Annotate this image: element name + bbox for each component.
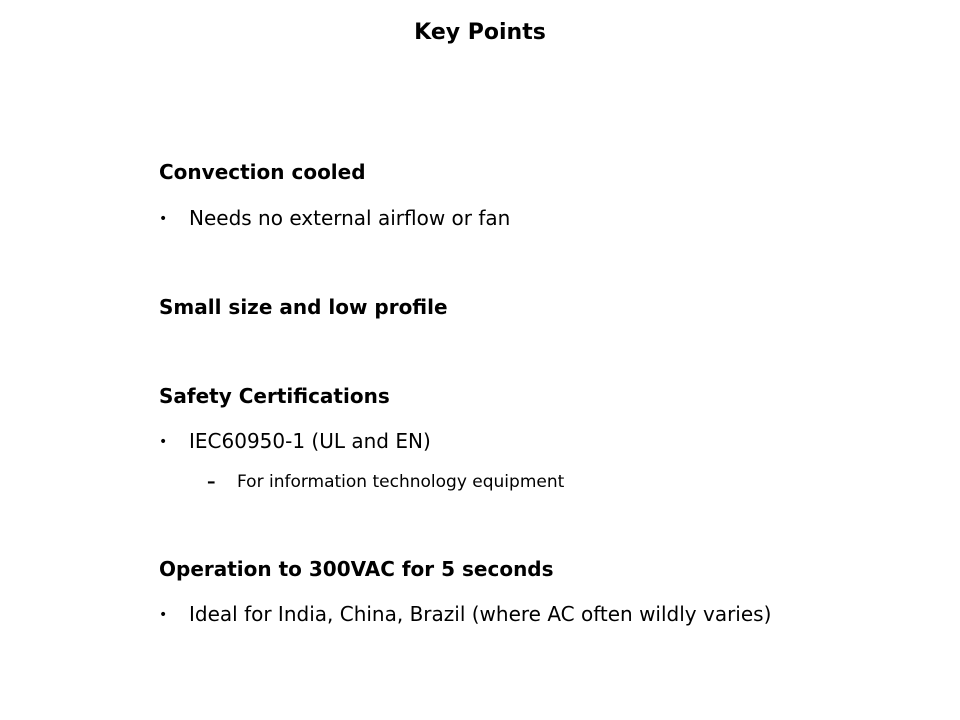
section-heading-operation-300vac: Operation to 300VAC for 5 seconds bbox=[159, 557, 554, 581]
slide-title: Key Points bbox=[414, 20, 546, 45]
bullet-item bbox=[159, 600, 771, 629]
bullet-marker: • bbox=[159, 607, 168, 623]
bullet-marker: • bbox=[159, 211, 168, 227]
section-heading-small-size: Small size and low profile bbox=[159, 295, 448, 319]
section-heading-safety-certifications: Safety Certifications bbox=[159, 384, 390, 408]
sub-bullet-text: For information technology equipment bbox=[237, 472, 565, 492]
bullet-text: IEC60950-1 (UL and EN) bbox=[189, 429, 431, 453]
bullet-item bbox=[159, 427, 431, 456]
bullet-marker: • bbox=[159, 434, 168, 450]
bullet-text: Ideal for India, China, Brazil (where AC often wildly varies) bbox=[189, 602, 772, 626]
sub-bullet-item bbox=[207, 470, 564, 494]
bullet-text: Needs no external airflow or fan bbox=[189, 206, 511, 230]
bullet-item bbox=[159, 204, 510, 233]
dash-marker: – bbox=[207, 472, 216, 492]
section-heading-convection-cooled: Convection cooled bbox=[159, 160, 366, 184]
